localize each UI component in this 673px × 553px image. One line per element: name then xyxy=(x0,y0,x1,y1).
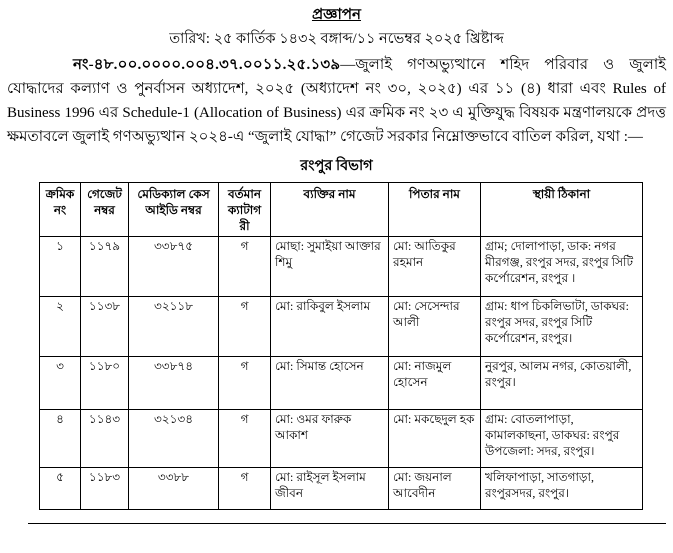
table-row xyxy=(40,468,643,510)
cell-gazette-number: ১১৮০ xyxy=(81,357,129,410)
cell-gazette-number: ১১৮৩ xyxy=(81,468,129,510)
cell-current-category: গ xyxy=(219,410,271,468)
cell-gazette-number: ১১৩৮ xyxy=(81,297,129,357)
cell-current-category: গ xyxy=(219,357,271,410)
document-date-line: তারিখ: ২৫ কার্তিক ১৪৩২ বঙ্গাব্দ/১১ নভেম্বর ২০২৫ খ্রিষ্টাব্দ xyxy=(169,31,504,47)
cell-medical-case-id: ৩৩৮৮ xyxy=(129,468,219,510)
column-header-father-name: পিতার নাম xyxy=(389,183,481,237)
cell-medical-case-id: ৩৩৮৭৪ xyxy=(129,357,219,410)
cell-serial-no: ১ xyxy=(40,237,81,297)
cell-father-name: মো: জয়নাল আবেদীন xyxy=(389,468,481,510)
cell-permanent-address: নুরপুর, আলম নগর, কোতয়ালী, রংপুর। xyxy=(481,357,643,410)
cell-father-name: মো: সেসেন্দার আলী xyxy=(389,297,481,357)
cell-serial-no: ৪ xyxy=(40,410,81,468)
cell-person-name: মো: রাইসূল ইসলাম জীবন xyxy=(271,468,389,510)
cell-permanent-address: গ্রাম: বোতলাপাড়া, কামালকাছনা, ডাকঘর: রংপুর উপজেলা: সদর, রংপুর। xyxy=(481,410,643,468)
cell-permanent-address: খলিফাপাড়া, সাতগাড়া, রংপুরসদর, রংপুর। xyxy=(481,468,643,510)
page-bottom-divider xyxy=(28,523,666,524)
cell-current-category: গ xyxy=(219,237,271,297)
cell-person-name: মো: ওমর ফারুক আকাশ xyxy=(271,410,389,468)
cell-gazette-number: ১১৭৯ xyxy=(81,237,129,297)
gazette-table-header xyxy=(40,183,643,237)
cell-medical-case-id: ৩৩৮৭৫ xyxy=(129,237,219,297)
cell-father-name: মো: নাজমুল হোসেন xyxy=(389,357,481,410)
cell-father-name: মো: আতিকুর রহমান xyxy=(389,237,481,297)
table-row xyxy=(40,357,643,410)
table-row xyxy=(40,410,643,468)
cell-serial-no: ২ xyxy=(40,297,81,357)
document-title: প্রজ্ঞাপন xyxy=(311,7,362,23)
reference-number: নং-৪৮.০০.০০০০.০০৪.৩৭.০০১১.২৫.১৩৯ xyxy=(73,57,341,73)
cell-person-name: মোছা: সুমাইয়া আক্তার শিমু xyxy=(271,237,389,297)
column-header-current-category: বর্তমান ক্যাটাগরী xyxy=(219,183,271,237)
column-header-serial-no: ক্রমিক নং xyxy=(40,183,81,237)
cell-father-name: মো: মকছেদুল হক xyxy=(389,410,481,468)
table-row xyxy=(40,297,643,357)
cell-permanent-address: গ্রাম; দোলাপাড়া, ডাক: নগর মীরগঞ্জ, রংপুর সদর, রংপুর সিটি কর্পোরেশন, রংপুর । xyxy=(481,237,643,297)
cell-serial-no: ৫ xyxy=(40,468,81,510)
column-header-gazette-number: গেজেট নম্বর xyxy=(81,183,129,237)
column-header-person-name: ব্যক্তির নাম xyxy=(271,183,389,237)
division-section-title: রংপুর বিভাগ xyxy=(300,158,373,174)
cell-permanent-address: গ্রাম: ধাপ চিকলিভাটা, ডাকঘর: রংপুর সদর, রংপুর সিটি কর্পোরেশন, রংপুর। xyxy=(481,297,643,357)
gazette-page xyxy=(0,5,673,553)
column-header-permanent-address: স্থায়ী ঠিকানা xyxy=(481,183,643,237)
cell-gazette-number: ১১৪৩ xyxy=(81,410,129,468)
column-header-medical-case-id: মেডিক্যাল কেস আইডি নম্বর xyxy=(129,183,219,237)
cell-person-name: মো: সিমান্ত হোসেন xyxy=(271,357,389,410)
cell-current-category: গ xyxy=(219,468,271,510)
header-row xyxy=(40,183,643,237)
cell-medical-case-id: ৩২১৩৪ xyxy=(129,410,219,468)
paragraph-body-text: —জুলাই গণঅভ্যুত্থানে শহিদ পরিবার ও জুলাই যোদ্ধাদের কল্যাণ ও পুনর্বাসন অধ্যাদেশ, ২০২৫ (অধ্যাদেশ নং ৩০, ২০২৫) এর ১১ (৪) ধারা এবং Rules of Business 1996 এর Schedule-1 (Allocation of Business) এর ক্রমিক নং ২৩ এ মুক্তিযুদ্ধ বিষয়ক মন্ত্রণালয়কে প্রদত্ত ক্ষমতাবলে জুলাই গণঅভ্যুত্থান ২০২৪-এ “জুলাই যোদ্ধা” গেজেট সরকার নিম্নোক্তভাবে বাতিল করিল, যথা :— xyxy=(7,57,666,145)
opening-paragraph xyxy=(7,53,666,149)
cell-serial-no: ৩ xyxy=(40,357,81,410)
table-row xyxy=(40,237,643,297)
gazette-table xyxy=(39,182,643,510)
cell-person-name: মো: রাকিবুল ইসলাম xyxy=(271,297,389,357)
cell-medical-case-id: ৩২১১৮ xyxy=(129,297,219,357)
cell-current-category: গ xyxy=(219,297,271,357)
gazette-table-body xyxy=(40,237,643,510)
